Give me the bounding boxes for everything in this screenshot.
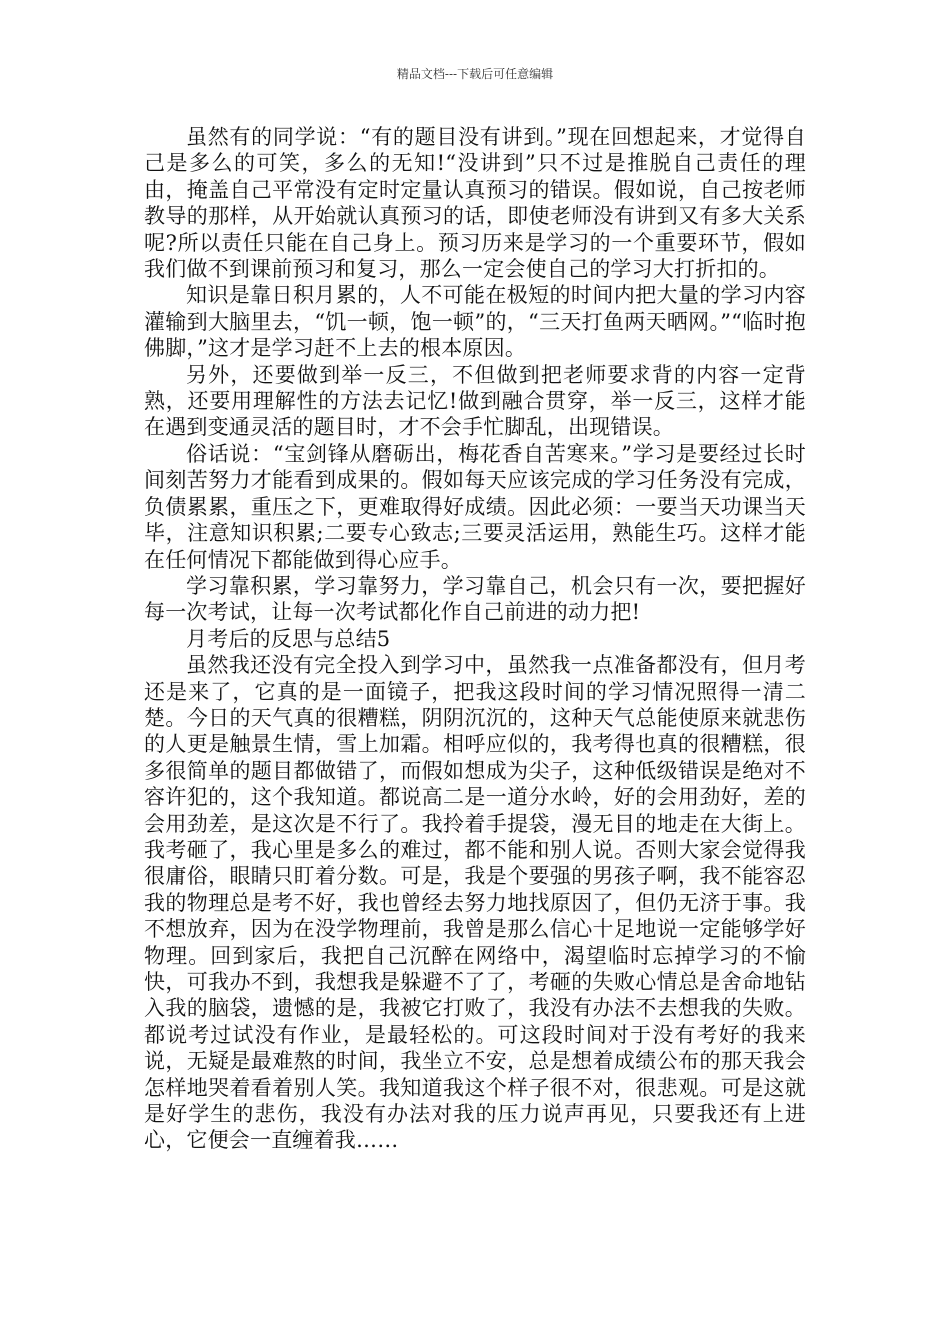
paragraph-4: 俗话说：“宝剑锋从磨砺出，梅花香自苦寒来。”学习是要经过长时间刻苦努力才能看到成果的。假如每天应该完成的学习任务没有完成，负债累累，重压之下，更难取得好成绩。因此必须：一要当天功课当天毕，注意知识积累;二要专心致志;三要灵活运用，熟能生巧。这样才能在任何情况下都能做到得心应手。 <box>144 441 806 572</box>
paragraph-5: 学习靠积累，学习靠努力，学习靠自己，机会只有一次，要把握好每一次考试，让每一次考试都化作自己前进的动力把! <box>144 573 806 625</box>
page-header: 精品文档---下载后可任意编辑 <box>396 67 554 81</box>
document-body <box>144 124 806 1154</box>
paragraph-6: 虽然我还没有完全投入到学习中，虽然我一点准备都没有，但月考还是来了，它真的是一面镜子，把我这段时间的学习情况照得一清二楚。今日的天气真的很糟糕，阴阴沉沉的，这种天气总能使原来就悲伤的人更是触景生情，雪上加霜。相呼应似的，我考得也真的很糟糕，很多很简单的题目都做错了，而假如想成为尖子，这种低级错误是绝对不容许犯的，这个我知道。都说高二是一道分水岭，好的会用劲好，差的会用劲差，是这次是不行了。我拎着手提袋，漫无目的地走在大街上。我考砸了，我心里是多么的难过，都不能和别人说。否则大家会觉得我很庸俗，眼睛只盯着分数。可是，我是个要强的男孩子啊，我不能容忍我的物理总是考不好，我也曾经去努力地找原因了，但仍无济于事。我不想放弃，因为在没学物理前，我曾是那么信心十足地说一定能够学好物理。回到家后，我把自己沉醉在网络中，渴望临时忘掉学习的不愉快，可我办不到，我想我是躲避不了了，考砸的失败心情总是舍命地钻入我的脑袋，遗憾的是，我被它打败了，我没有办法不去想我的失败。都说考过试没有作业，是最轻松的。可这段时间对于没有考好的我来说，无疑是最难熬的时间，我坐立不安，总是想着成绩公布的那天我会怎样地哭着看着别人笑。我知道我这个样子很不对，很悲观。可是这就是好学生的悲伤，我没有办法对我的压力说声再见，只要我还有上进心，它便会一直缠着我…… <box>144 653 806 1153</box>
section-heading: 月考后的反思与总结5 <box>186 626 391 651</box>
paragraph-3: 另外，还要做到举一反三，不但做到把老师要求背的内容一定背熟，还要用理解性的方法去记忆!做到融合贯穿，举一反三，这样才能在遇到变通灵活的题目时，才不会手忙脚乱，出现错误。 <box>144 362 806 440</box>
paragraph-2: 知识是靠日积月累的，人不可能在极短的时间内把大量的学习内容灌输到大脑里去，“饥一顿，饱一顿”的，“三天打鱼两天晒网。”“临时抱佛脚，”这才是学习赶不上去的根本原因。 <box>144 283 806 361</box>
paragraph-1: 虽然有的同学说：“有的题目没有讲到。”现在回想起来，才觉得自己是多么的可笑，多么的无知!“没讲到”只不过是推脱自己责任的理由，掩盖自己平常没有定时定量认真预习的错误。假如说，自己按老师教导的那样，从开始就认真预习的话，即使老师没有讲到又有多大关系呢?所以责任只能在自己身上。预习历来是学习的一个重要环节，假如我们做不到课前预习和复习，那么一定会使自己的学习大打折扣的。 <box>144 125 806 282</box>
